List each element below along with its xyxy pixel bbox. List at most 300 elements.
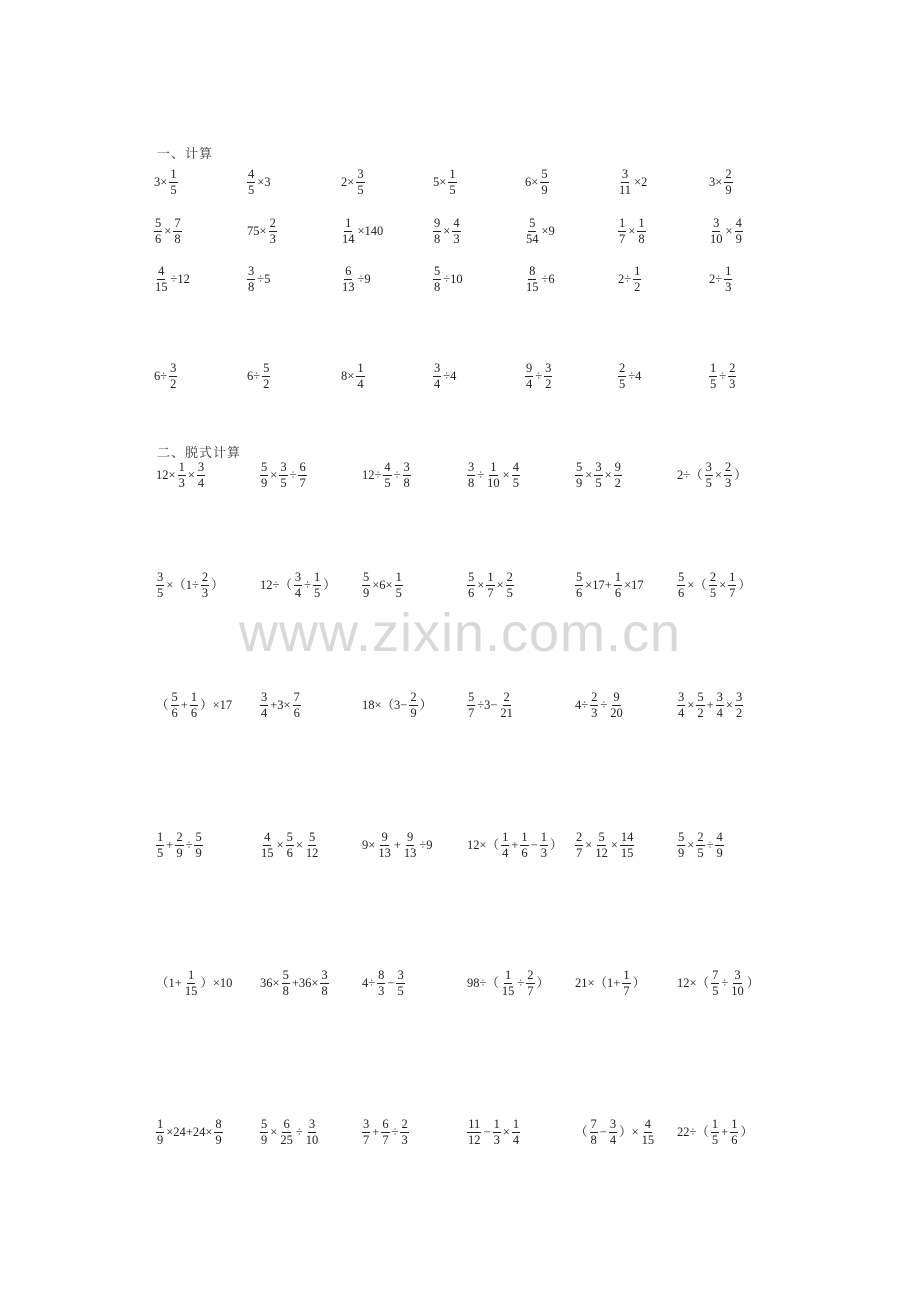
fraction (620, 830, 635, 861)
fraction-numerator: 5 (541, 167, 548, 181)
fraction-denominator: 13 (342, 280, 355, 294)
fraction (247, 264, 255, 295)
section1-problem: $\frac{3}{11}$ ×2 (619, 167, 648, 197)
fraction-denominator: 5 (705, 476, 712, 490)
fraction (609, 690, 624, 721)
fraction-denominator: 10 (305, 1133, 319, 1147)
fraction-denominator: 7 (729, 586, 736, 600)
fraction-numerator: 3 (468, 460, 475, 474)
fraction-denominator: 25 (280, 1133, 293, 1147)
fraction-denominator: 4 (512, 1133, 520, 1147)
section2-problem: $\frac{5}{7}$ ÷3− $\frac{2}{21}$ (468, 690, 513, 720)
fraction (154, 264, 169, 295)
fraction (590, 1117, 598, 1148)
section1-problem: 3× $\frac{1}{5}$ (154, 167, 177, 197)
fraction-numerator: 7 (174, 216, 181, 230)
section1-problem: $\frac{4}{5}$ ×3 (248, 167, 271, 197)
section1-problem: $\frac{2}{5}$ ÷4 (619, 361, 642, 391)
section1-problem: 2÷ $\frac{1}{3}$ (709, 264, 732, 294)
section1-problem: 5× $\frac{1}{5}$ (433, 167, 456, 197)
fraction-denominator: 5 (710, 377, 717, 391)
fraction-numerator: 5 (363, 570, 370, 584)
fraction-numerator: 7 (712, 968, 719, 982)
fraction-numerator: 1 (490, 460, 497, 474)
section2-problem: $\frac{1}{9}$ ×24+24× $\frac{8}{9}$ (157, 1117, 222, 1147)
fraction-denominator: 8 (434, 280, 441, 294)
section2-problem: $\frac{3}{7}$ + $\frac{6}{7}$ ÷ $\frac{2}{3}$ (363, 1117, 408, 1147)
fraction (298, 460, 306, 491)
fraction (279, 460, 287, 491)
fraction (156, 570, 164, 601)
fraction-numerator: 4 (384, 460, 391, 474)
fraction-numerator: 9 (613, 690, 620, 704)
fraction (156, 1117, 164, 1148)
fraction (520, 830, 528, 861)
fraction-numerator: 14 (620, 830, 634, 844)
fraction-numerator: 3 (197, 460, 205, 474)
fraction-numerator: 2 (709, 570, 717, 584)
fraction-numerator: 1 (357, 361, 364, 375)
fraction-numerator: 3 (735, 690, 743, 704)
fraction-denominator: 7 (576, 846, 583, 860)
fraction-numerator: 5 (468, 690, 475, 704)
fraction (575, 570, 583, 601)
fraction-denominator: 9 (410, 706, 417, 720)
fraction (525, 361, 533, 392)
fraction-denominator: 9 (157, 1133, 164, 1147)
section1-problem: $\frac{3}{8}$ ÷5 (248, 264, 271, 294)
fraction-numerator: 5 (261, 1117, 268, 1131)
section1-problem: 3× $\frac{2}{9}$ (709, 167, 732, 197)
fraction (262, 361, 270, 392)
fraction (341, 264, 356, 295)
fraction-denominator: 10 (487, 476, 500, 490)
fraction-numerator: 1 (493, 1117, 500, 1131)
fraction-numerator: 3 (734, 968, 741, 982)
fraction-numerator: 5 (529, 216, 536, 230)
fraction (512, 1117, 520, 1148)
fraction-numerator: 1 (345, 216, 352, 230)
fraction-numerator: 1 (731, 1117, 738, 1131)
fraction-denominator: 9 (716, 846, 723, 860)
fraction-denominator: 4 (197, 476, 205, 490)
fraction-numerator: 4 (644, 1117, 652, 1131)
fraction-numerator: 1 (711, 1117, 719, 1131)
fraction (575, 460, 583, 491)
section2-problem: $\frac{5}{9}$ ×6× $\frac{1}{5}$ (363, 570, 402, 600)
fraction (637, 216, 645, 247)
fraction-denominator: 4 (261, 706, 268, 720)
fraction-numerator: 5 (678, 830, 685, 844)
section1-problem: $\frac{5}{54}$ ×9 (526, 216, 555, 246)
fraction-numerator: 1 (638, 216, 645, 230)
fraction-numerator: 2 (410, 690, 417, 704)
fraction (677, 830, 685, 861)
fraction-denominator: 20 (610, 706, 623, 720)
section1-problem: 6× $\frac{5}{9}$ (525, 167, 548, 197)
fraction-denominator: 3 (725, 280, 732, 294)
fraction (178, 460, 186, 491)
section2-problem: $\frac{5}{6}$ ×（ $\frac{2}{5}$ × $\frac{1}{7}$ ） (678, 570, 751, 600)
fraction (433, 264, 441, 295)
fraction (540, 167, 548, 198)
fraction-numerator: 3 (621, 167, 629, 181)
fraction (197, 460, 205, 491)
fraction-numerator: 9 (381, 830, 388, 844)
fraction (705, 460, 713, 491)
fraction-denominator: 54 (526, 232, 539, 246)
fraction-numerator: 5 (195, 830, 202, 844)
fraction-numerator: 7 (590, 1117, 597, 1131)
fraction (362, 570, 370, 601)
fraction (716, 690, 724, 721)
fraction (622, 968, 630, 999)
fraction (641, 1117, 656, 1148)
fraction-numerator: 1 (505, 968, 512, 982)
section2-problem: 4÷ $\frac{2}{3}$ ÷ $\frac{9}{20}$ (575, 690, 623, 720)
fraction-denominator: 8 (468, 476, 475, 490)
fraction (305, 1117, 320, 1148)
fraction-denominator: 7 (363, 1133, 370, 1147)
fraction-denominator: 6 (614, 586, 622, 600)
fraction-denominator: 9 (195, 846, 202, 860)
fraction-denominator: 12 (595, 846, 608, 860)
fraction (493, 1117, 501, 1148)
fraction-denominator: 10 (710, 232, 723, 246)
fraction-numerator: 3 (595, 460, 602, 474)
fraction-numerator: 3 (716, 690, 723, 704)
fraction-denominator: 4 (502, 846, 509, 860)
section1-problem: $\frac{1}{5}$ ÷ $\frac{2}{3}$ (710, 361, 736, 391)
fraction (728, 361, 736, 392)
fraction-numerator: 1 (710, 361, 717, 375)
fraction (214, 1117, 222, 1148)
fraction (377, 968, 385, 999)
fraction (396, 968, 404, 999)
section2-problem: $\frac{11}{12}$ − $\frac{1}{3}$ × $\frac{1}{4}$ (468, 1117, 520, 1147)
section2-problem: 12×（ $\frac{7}{5}$ ÷ $\frac{3}{10}$ ） (677, 968, 760, 998)
fraction (260, 690, 268, 721)
section2-problem: $\frac{3}{4}$ +3× $\frac{7}{6}$ (261, 690, 300, 720)
fraction (381, 1117, 389, 1148)
fraction-denominator: 15 (184, 984, 198, 998)
fraction (709, 216, 724, 247)
fraction-denominator: 8 (282, 984, 289, 998)
fraction-denominator: 15 (261, 846, 274, 860)
fraction-denominator: 3 (724, 476, 732, 490)
fraction-numerator: 3 (321, 968, 328, 982)
fraction-numerator: 3 (357, 167, 364, 181)
fraction-denominator: 9 (541, 183, 548, 197)
fraction-numerator: 3 (678, 690, 685, 704)
fraction (696, 690, 704, 721)
fraction (341, 216, 356, 247)
watermark: www.zixin.com.cn (238, 603, 682, 663)
fraction-denominator: 15 (501, 984, 515, 998)
fraction-denominator: 6 (286, 846, 293, 860)
fraction (269, 216, 277, 247)
fraction-denominator: 5 (449, 183, 456, 197)
fraction-denominator: 2 (614, 476, 621, 490)
fraction-numerator: 2 (729, 361, 736, 375)
fraction-numerator: 4 (264, 830, 271, 844)
fraction-numerator: 2 (725, 167, 732, 181)
fraction-numerator: 9 (407, 830, 414, 844)
fraction-denominator: 4 (526, 377, 533, 391)
fraction-numerator: 8 (215, 1117, 222, 1131)
fraction-denominator: 3 (453, 232, 460, 246)
fraction-numerator: 2 (724, 460, 732, 474)
section2-heading: 二、脱式计算 (157, 446, 242, 461)
fraction-denominator: 15 (155, 280, 168, 294)
fraction (409, 690, 417, 721)
fraction (499, 690, 514, 721)
fraction (711, 968, 719, 999)
fraction-denominator: 9 (261, 476, 268, 490)
fraction-denominator: 12 (305, 846, 319, 860)
fraction-denominator: 8 (174, 232, 181, 246)
fraction (618, 361, 626, 392)
fraction-numerator: 1 (729, 570, 736, 584)
section2-problem: $\frac{2}{7}$ × $\frac{5}{12}$ × $\frac{14}{15}$ (576, 830, 634, 860)
fraction (677, 570, 685, 601)
fraction-denominator: 7 (468, 706, 475, 720)
fraction-numerator: 11 (468, 1117, 481, 1131)
section2-problem: $\frac{5}{9}$ × $\frac{6}{25}$ ÷ $\frac{3}{10}$ (261, 1117, 319, 1147)
fraction-numerator: 5 (576, 460, 583, 474)
fraction (594, 830, 609, 861)
fraction-denominator: 3 (401, 1133, 408, 1147)
section1-problem: $\frac{5}{6}$ × $\frac{7}{8}$ (155, 216, 181, 246)
fraction-denominator: 5 (506, 586, 513, 600)
section2-problem: 22÷（ $\frac{1}{5}$ + $\frac{1}{6}$ ） (677, 1117, 753, 1147)
fraction (400, 1117, 408, 1148)
fraction (501, 968, 516, 999)
fraction (467, 690, 475, 721)
fraction-denominator: 5 (711, 1133, 719, 1147)
fraction (709, 361, 717, 392)
section1-problem: $\frac{3}{4}$ ÷4 (434, 361, 457, 391)
fraction (260, 460, 268, 491)
fraction-denominator: 7 (527, 984, 534, 998)
fraction-numerator: 4 (158, 264, 165, 278)
fraction-denominator: 6 (731, 1133, 738, 1147)
fraction-denominator: 12 (468, 1133, 481, 1147)
fraction (594, 460, 602, 491)
fraction-numerator: 1 (157, 830, 164, 844)
fraction (618, 216, 626, 247)
fraction-denominator: 10 (731, 984, 744, 998)
fraction (305, 830, 320, 861)
fraction-numerator: 6 (283, 1117, 290, 1131)
fraction-denominator: 7 (487, 586, 494, 600)
fraction (540, 830, 548, 861)
section2-problem: （ $\frac{7}{8}$ − $\frac{3}{4}$ ）× $\frac{4}{15}$ (575, 1117, 655, 1147)
fraction (525, 264, 540, 295)
fraction-numerator: 1 (190, 690, 198, 704)
fraction (201, 570, 209, 601)
fraction-denominator: 5 (709, 586, 717, 600)
fraction-denominator: 7 (299, 476, 306, 490)
fraction (609, 1117, 617, 1148)
section2-problem: （ $\frac{5}{6}$ + $\frac{1}{6}$ ）×17 (156, 690, 233, 720)
section1-problem: 8× $\frac{1}{4}$ (341, 361, 364, 391)
fraction-numerator: 5 (282, 968, 289, 982)
section2-problem: 36× $\frac{5}{8}$ +36× $\frac{3}{8}$ (260, 968, 328, 998)
fraction-denominator: 2 (170, 377, 177, 391)
section2-problem: 18×（3− $\frac{2}{9}$ ） (362, 690, 433, 720)
fraction-denominator: 8 (403, 476, 410, 490)
section2-problem: （1+ $\frac{1}{15}$ ）×10 (156, 968, 233, 998)
fraction-denominator: 5 (248, 183, 255, 197)
fraction-numerator: 5 (697, 690, 704, 704)
fraction-denominator: 3 (591, 706, 598, 720)
section2-problem: $\frac{3}{5}$ ×（1÷ $\frac{2}{3}$ ） (157, 570, 224, 600)
fraction-numerator: 3 (261, 690, 268, 704)
fraction-numerator: 5 (576, 570, 583, 584)
fraction-numerator: 1 (157, 1117, 164, 1131)
section1-problem: 6÷ $\frac{3}{2}$ (154, 361, 177, 391)
fraction (724, 167, 732, 198)
section1-problem: $\frac{6}{13}$ ÷9 (342, 264, 371, 294)
fraction-numerator: 1 (502, 830, 509, 844)
fraction-denominator: 5 (384, 476, 391, 490)
fraction-denominator: 5 (157, 846, 164, 860)
fraction (356, 167, 364, 198)
section1-problem: $\frac{1}{7}$ × $\frac{1}{8}$ (619, 216, 645, 246)
fraction-numerator: 5 (309, 830, 316, 844)
fraction-numerator: 2 (176, 830, 183, 844)
fraction-numerator: 4 (512, 460, 519, 474)
section2-problem: 12×（ $\frac{1}{4}$ + $\frac{1}{6}$ − $\frac{1}{3}$ ） (467, 830, 563, 860)
fraction-numerator: 3 (545, 361, 552, 375)
fraction-numerator: 1 (634, 264, 641, 278)
fraction (169, 361, 177, 392)
fraction-numerator: 5 (286, 830, 293, 844)
fraction-denominator: 9 (261, 1133, 268, 1147)
fraction (260, 1117, 268, 1148)
fraction-numerator: 5 (434, 264, 441, 278)
fraction (173, 216, 181, 247)
section1-problem: $\frac{4}{15}$ ÷12 (155, 264, 190, 294)
fraction-numerator: 8 (378, 968, 385, 982)
fraction-denominator: 11 (619, 183, 632, 197)
fraction-denominator: 13 (403, 846, 417, 860)
fraction-denominator: 15 (620, 846, 634, 860)
fraction (286, 830, 294, 861)
section2-problem: $\frac{5}{9}$ × $\frac{3}{5}$ ÷ $\frac{6}{7}$ (261, 460, 306, 490)
fraction-denominator: 21 (500, 706, 513, 720)
fraction-numerator: 3 (363, 1117, 370, 1131)
fraction-numerator: 2 (591, 690, 598, 704)
fraction (175, 830, 183, 861)
fraction-denominator: 3 (493, 1133, 500, 1147)
fraction-denominator: 9 (176, 846, 183, 860)
fraction-denominator: 4 (678, 706, 685, 720)
fraction (544, 361, 552, 392)
fraction (467, 460, 475, 491)
fraction-denominator: 8 (590, 1133, 597, 1147)
fraction-denominator: 5 (170, 183, 177, 197)
fraction (260, 830, 275, 861)
fraction-denominator: 15 (641, 1133, 655, 1147)
fraction-numerator: 1 (614, 570, 622, 584)
fraction-numerator: 1 (512, 1117, 520, 1131)
fraction (614, 570, 622, 601)
fraction-numerator: 6 (382, 1117, 389, 1131)
fraction-denominator: 8 (321, 984, 328, 998)
fraction-numerator: 4 (248, 167, 255, 181)
section1-problem: 6÷ $\frac{5}{2}$ (247, 361, 270, 391)
fraction-numerator: 3 (403, 460, 410, 474)
fraction (448, 167, 456, 198)
fraction-denominator: 7 (623, 984, 630, 998)
fraction (294, 570, 302, 601)
fraction-numerator: 2 (619, 361, 626, 375)
section2-problem: $\frac{3}{4}$ × $\frac{5}{2}$ + $\frac{3}{4}$ × $\frac{3}{2}$ (678, 690, 743, 720)
fraction (677, 690, 685, 721)
fraction (433, 361, 441, 392)
fraction-denominator: 6 (521, 846, 528, 860)
fraction-numerator: 1 (187, 968, 195, 982)
section1-problem: $\frac{1}{14}$ ×140 (342, 216, 384, 246)
fraction-numerator: 7 (293, 690, 300, 704)
fraction-denominator: 5 (280, 476, 287, 490)
fraction-numerator: 1 (623, 968, 630, 982)
fraction-numerator: 2 (506, 570, 513, 584)
fraction (156, 830, 164, 861)
section1-problem: 75× $\frac{2}{3}$ (247, 216, 276, 246)
fraction-numerator: 3 (294, 570, 302, 584)
fraction-numerator: 1 (178, 460, 185, 474)
fraction-denominator: 7 (619, 232, 626, 246)
fraction-denominator: 5 (712, 984, 719, 998)
fraction-numerator: 2 (503, 690, 510, 704)
fraction-numerator: 1 (725, 264, 732, 278)
fraction-denominator: 4 (294, 586, 302, 600)
fraction-denominator: 6 (576, 586, 583, 600)
fraction (735, 216, 743, 247)
fraction-numerator: 2 (401, 1117, 408, 1131)
fraction (724, 264, 732, 295)
section1-problem: $\frac{9}{8}$ × $\frac{4}{3}$ (434, 216, 460, 246)
fraction (730, 968, 745, 999)
fraction-numerator: 3 (434, 361, 441, 375)
fraction-denominator: 3 (729, 377, 736, 391)
fraction-denominator: 15 (526, 280, 539, 294)
fraction-denominator: 3 (178, 476, 185, 490)
fraction-denominator: 6 (190, 706, 198, 720)
fraction-denominator: 9 (725, 183, 732, 197)
fraction-denominator: 2 (263, 377, 270, 391)
fraction-denominator: 5 (157, 586, 164, 600)
fraction-denominator: 6 (678, 586, 685, 600)
fraction-denominator: 9 (678, 846, 685, 860)
section1-problem: $\frac{9}{4}$ ÷ $\frac{3}{2}$ (526, 361, 552, 391)
section1-problem: $\frac{5}{8}$ ÷10 (434, 264, 463, 294)
fraction-numerator: 4 (716, 830, 723, 844)
fraction-denominator: 5 (397, 984, 404, 998)
section1-problem: 2× $\frac{3}{5}$ (341, 167, 364, 197)
fraction (169, 167, 177, 198)
fraction (383, 460, 391, 491)
fraction-denominator: 3 (201, 586, 209, 600)
section2-problem: $\frac{5}{9}$ × $\frac{3}{5}$ × $\frac{9}{2}$ (576, 460, 621, 490)
fraction-denominator: 4 (434, 377, 441, 391)
fraction (320, 968, 328, 999)
fraction (590, 690, 598, 721)
section2-problem: $\frac{3}{8}$ ÷ $\frac{1}{10}$ × $\frac{4}{5}$ (468, 460, 519, 490)
